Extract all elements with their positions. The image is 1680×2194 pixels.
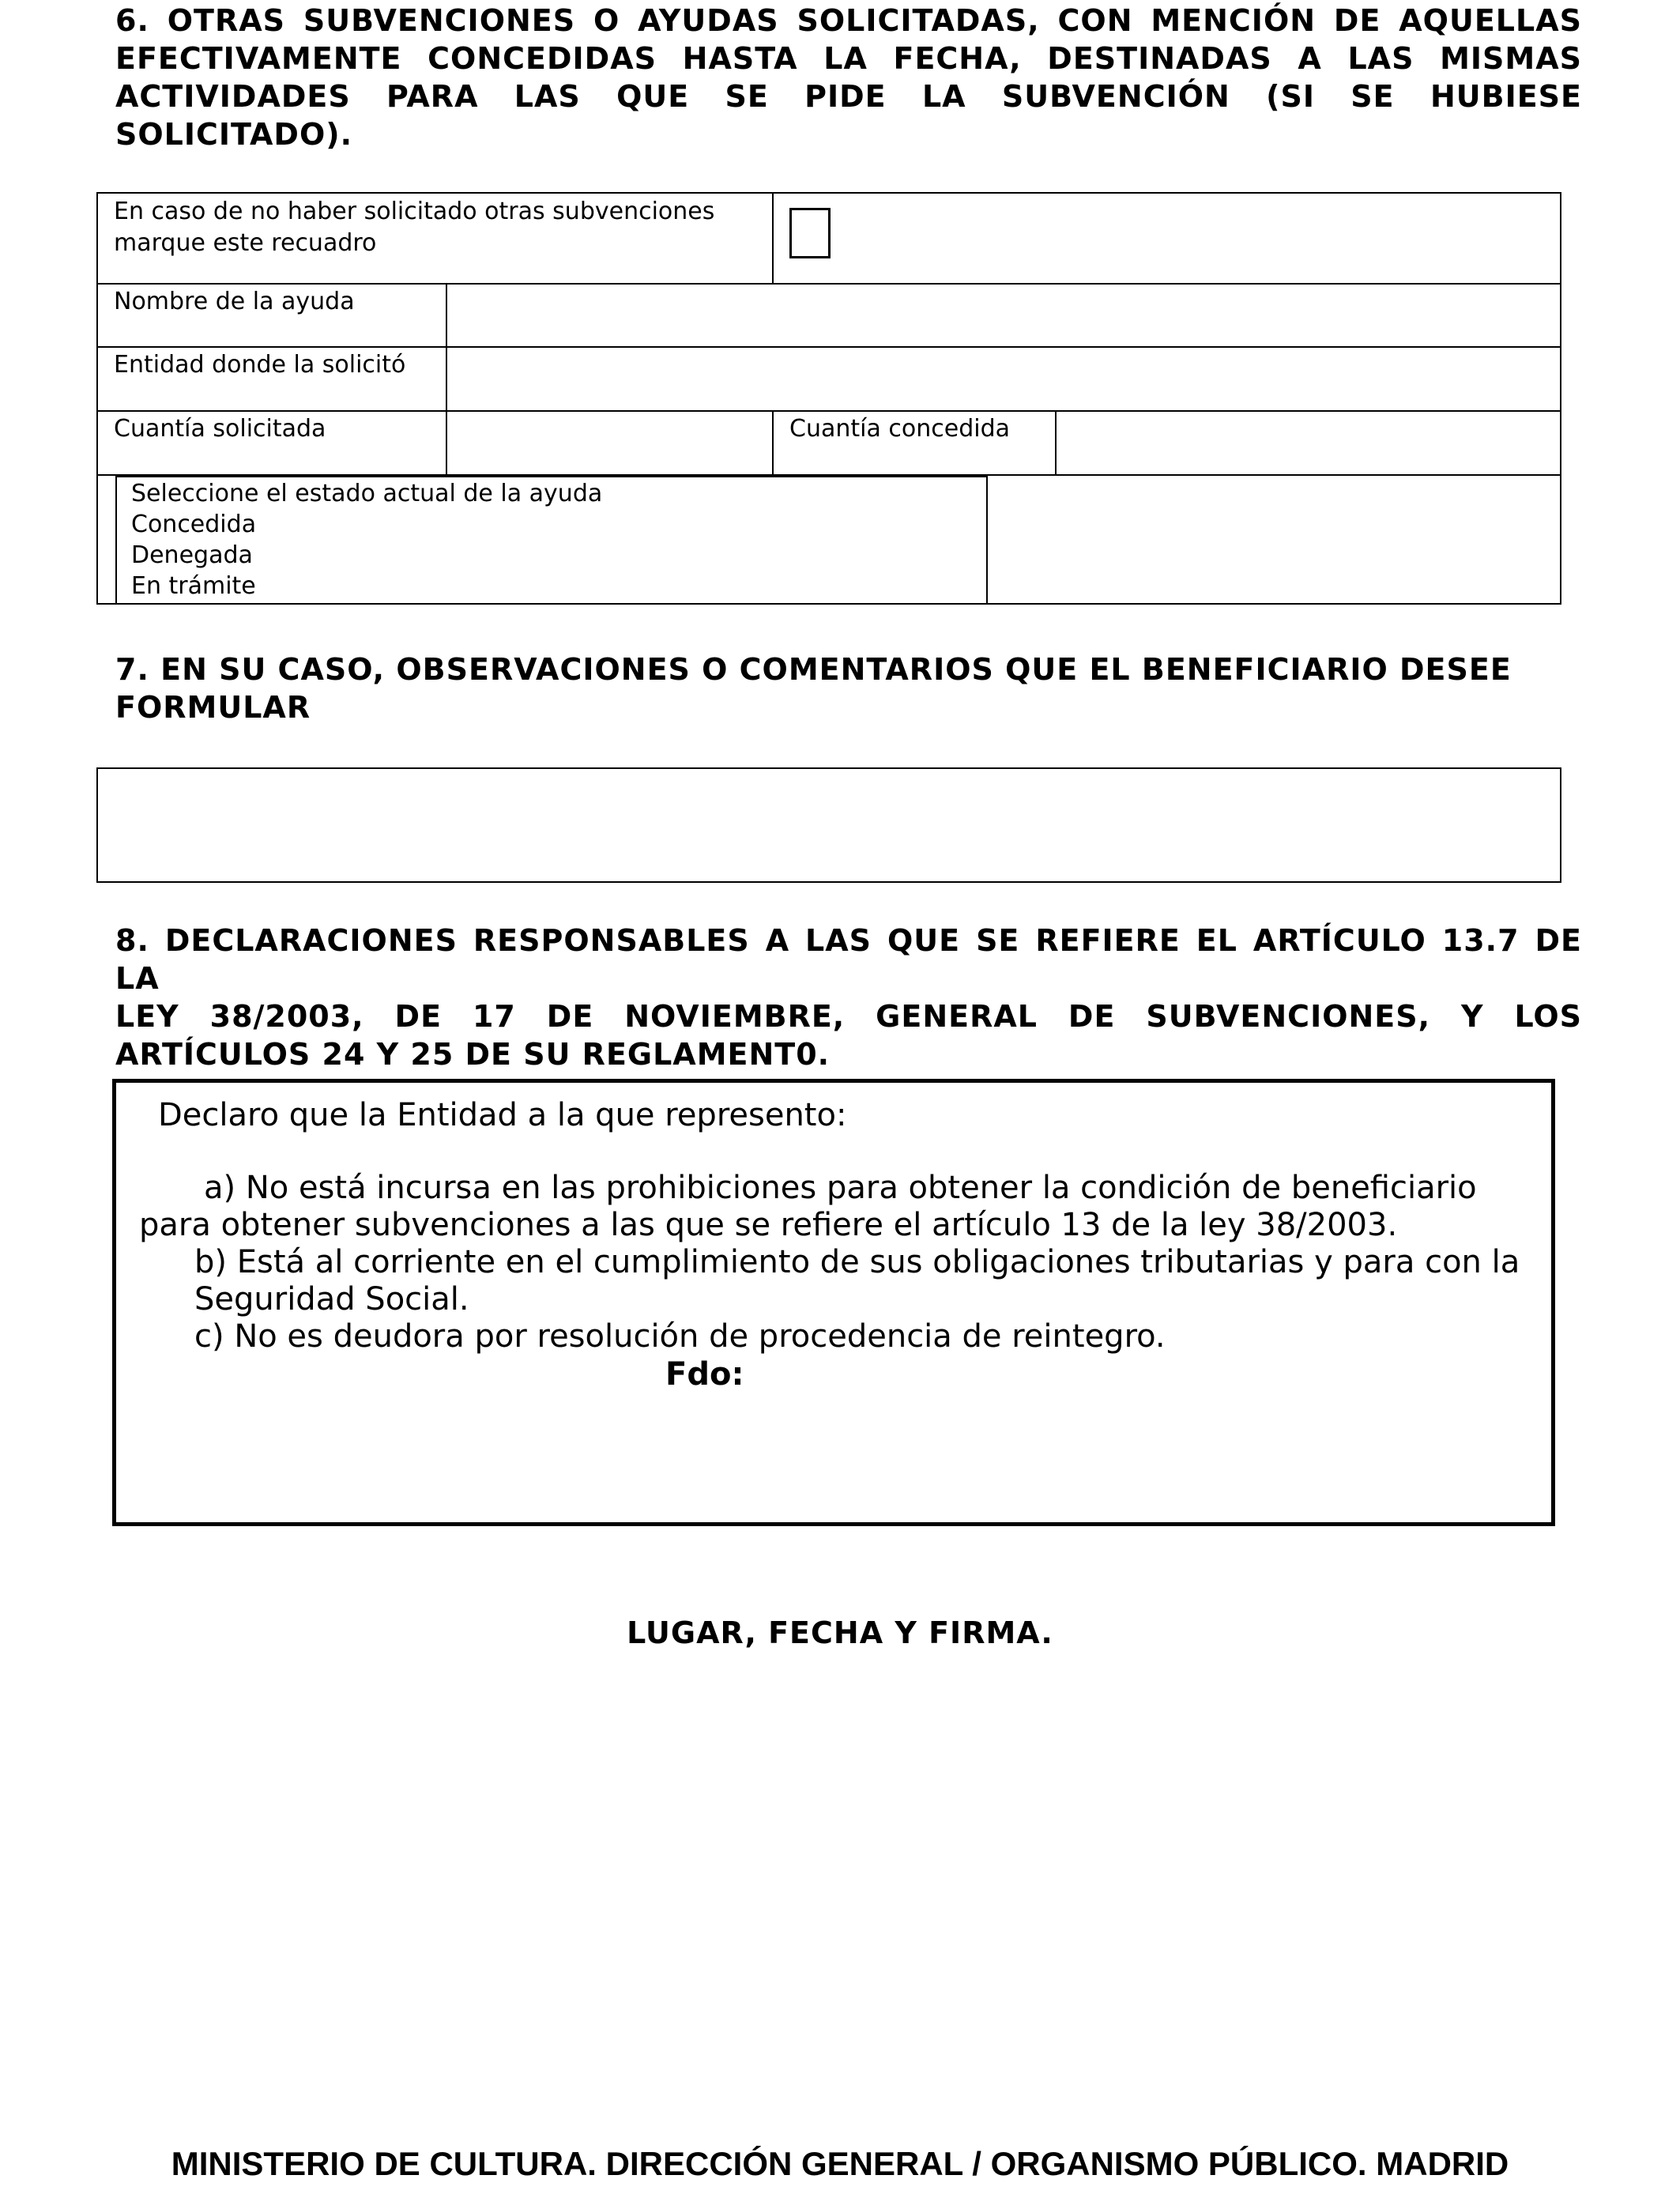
amount-granted-field[interactable] <box>1058 413 1558 473</box>
declaration-item-c: c) No es deudora por resolución de procedencia de reintegro. <box>194 1318 1166 1355</box>
aid-status-option-denied[interactable]: Denegada <box>131 541 253 569</box>
observations-textarea[interactable] <box>96 767 1561 883</box>
no-subsidy-label-line: marque este recuadro <box>114 229 377 257</box>
section-6-heading-line: ACTIVIDADES PARA LAS QUE SE PIDE LA SUBVENCIÓN (SI SE HUBIESE <box>115 79 1582 114</box>
no-other-subsidy-checkbox[interactable] <box>789 208 831 258</box>
no-subsidy-label <box>114 196 714 259</box>
amount-requested-label: Cuantía solicitada <box>114 415 326 443</box>
aid-status-option-pending[interactable]: En trámite <box>131 572 256 600</box>
declaration-item-a-line: a) No está incursa en las prohibiciones para obtener la condición de beneficiario <box>204 1170 1477 1206</box>
entity-label: Entidad donde la solicitó <box>114 351 406 379</box>
section-6-heading-line: SOLICITADO). <box>115 117 353 152</box>
table-col-divider <box>446 283 447 476</box>
section-8-heading-line: 8. DECLARACIONES RESPONSABLES A LAS QUE SE REFIERE EL ARTÍCULO 13.7 DE LA <box>115 923 1582 996</box>
table-col-divider <box>772 192 774 285</box>
no-subsidy-label-line: En caso de no haber solicitado otras subvenciones <box>114 198 715 225</box>
table-row-divider <box>96 283 1561 285</box>
aid-name-label: Nombre de la ayuda <box>114 288 355 315</box>
section-6-heading-line: 6. OTRAS SUBVENCIONES O AYUDAS SOLICITADAS, CON MENCIÓN DE AQUELLAS <box>115 3 1582 38</box>
section-8-heading-line: ARTÍCULOS 24 Y 25 DE SU REGLAMENT0. <box>115 1037 831 1072</box>
place-date-signature-label: LUGAR, FECHA Y FIRMA. <box>627 1615 1053 1650</box>
declaration-intro: Declaro que la Entidad a la que represento: <box>158 1097 847 1133</box>
declaration-item-b-line: Seguridad Social. <box>194 1281 469 1318</box>
table-row-divider <box>96 346 1561 348</box>
table-col-divider <box>772 410 774 476</box>
aid-status-option-granted[interactable]: Concedida <box>131 511 257 538</box>
aid-status-list <box>131 478 602 601</box>
declaration-item-a-line: para obtener subvenciones a las que se refiere el artículo 13 de la ley 38/2003. <box>139 1207 1398 1243</box>
section-8-heading-line: LEY 38/2003, DE 17 DE NOVIEMBRE, GENERAL DE SUBVENCIONES, Y LOS <box>115 999 1582 1034</box>
amount-granted-label: Cuantía concedida <box>789 415 1010 443</box>
declaration-item-b-line: b) Está al corriente en el cumplimiento de sus obligaciones tributarias y para con la <box>194 1244 1520 1280</box>
aid-status-prompt: Seleccione el estado actual de la ayuda <box>131 480 603 507</box>
page-footer: MINISTERIO DE CULTURA. DIRECCIÓN GENERAL / ORGANISMO PÚBLICO. MADRID <box>171 2145 1509 2182</box>
section-6-heading <box>115 2 1582 153</box>
amount-requested-field[interactable] <box>449 413 770 473</box>
section-6-heading-line: EFECTIVAMENTE CONCEDIDAS HASTA LA FECHA, DESTINADAS A LAS MISMAS <box>115 41 1582 76</box>
table-row-divider <box>96 410 1561 412</box>
aid-name-field[interactable] <box>449 286 1558 345</box>
signature-label: Fdo: <box>665 1356 744 1393</box>
place-date-signature-area[interactable] <box>474 1668 1206 2047</box>
section-8-heading <box>115 922 1582 1073</box>
section-7-heading <box>115 650 1582 726</box>
declaration-signature-area[interactable] <box>126 1399 1541 1517</box>
entity-field[interactable] <box>449 349 1558 409</box>
table-col-divider <box>1055 410 1057 476</box>
section-7-heading-line: 7. EN SU CASO, OBSERVACIONES O COMENTARIOS QUE EL BENEFICIARIO DESEE <box>115 652 1512 687</box>
section-7-heading-line: FORMULAR <box>115 690 311 725</box>
